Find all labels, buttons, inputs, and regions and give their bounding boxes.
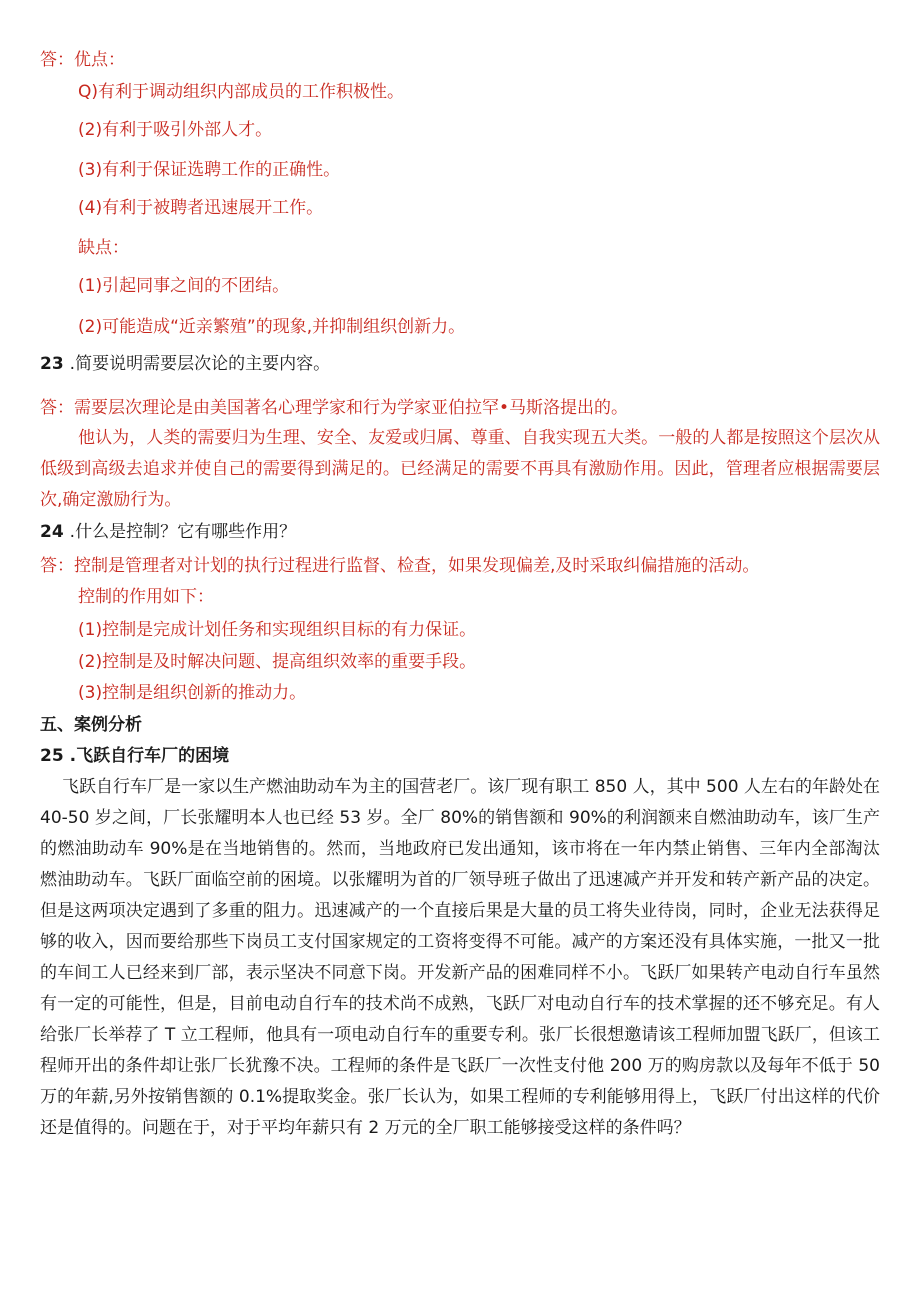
case-paragraph: 飞跃自行车厂是一家以生产燃油助动车为主的国营老厂。该厂现有职工 850 人，其中 500 人左右的年龄处在 40-50 岁之间，厂长张耀明本人也已经 53 岁。全厂 80%的销售额和 90%的利润额来自燃油助动车，该厂生产的燃油助动车 90%是在当地销售的。然而，当地政府已发出通知，该市将在一年内禁止销售、三年内全部淘汰燃油助动车。飞跃厂面临空前的困境。以张耀明为首的厂领导班子做出了迅速减产并开发和转产新产品的决定。但是这两项决定遇到了多重的阻力。迅速减产的一个直接后果是大量的员工将失业待岗，同时，企业无法获得足够的收入，因而要给那些下岗员工支付国家规定的工资将变得不可能。减产的方案还没有具体实施，一批又一批的车间工人已经来到厂部，表示坚决不同意下岗。开发新产品的困难同样不小。飞跃厂如果转产电动自行车虽然有一定的可能性，但是，目前电动自行车的技术尚不成熟，飞跃厂对电动自行车的技术掌握的还不够充足。有人给张厂长举荐了 T 立工程师，他具有一项电动自行车的重要专利。张厂长很想邀请该工程师加盟飞跃厂，但该工程师开出的条件却让张厂长犹豫不决。工程师的条件是飞跃厂一次性支付他 200 万的购房款以及每年不低于 50 万的年薪,另外按销售额的 0.1%提取奖金。张厂长认为，如果工程师的专利能够用得上，飞跃厂付出这样的代价还是值得的。问题在于，对于平均年薪只有 2 万元的全厂职工能够接受这样的条件吗？ xyxy=(40,777,880,1138)
question-number: 23 xyxy=(40,354,64,374)
question-23 xyxy=(40,352,330,376)
disadvantage-item-2: (2)可能造成“近亲繁殖”的现象,并抑制组织创新力。 xyxy=(78,317,466,337)
question-text: .什么是控制？它有哪些作用？ xyxy=(69,522,297,542)
disadvantages-label: 缺点： xyxy=(78,238,129,258)
case-number: 25 xyxy=(40,746,64,766)
answer-23-line1: 答：需要层次理论是由美国著名心理学家和行为学家亚伯拉罕•马斯洛提出的。 xyxy=(40,398,629,418)
question-number: 24 xyxy=(40,522,64,542)
case-title-text: .飞跃自行车厂的困境 xyxy=(69,746,230,766)
advantage-item-1: Q)有利于调动组织内部成员的工作积极性。 xyxy=(78,82,405,102)
role-item-3: (3)控制是组织创新的推动力。 xyxy=(78,683,307,703)
advantage-item-3: (3)有利于保证选聘工作的正确性。 xyxy=(78,160,341,180)
roles-label: 控制的作用如下： xyxy=(78,587,214,607)
case-title xyxy=(40,744,229,768)
answer-label: 答：优点： xyxy=(40,50,125,70)
answer-23-paragraph: 他认为，人类的需要归为生理、安全、友爱或归属、尊重、自我实现五大类。一般的人都是按照这个层次从低级到高级去追求并使自己的需要得到满足的。已经满足的需要不再具有激励作用。因此，管理者应根据需要层次,确定激励行为。 xyxy=(40,428,880,510)
advantage-item-2: (2)有利于吸引外部人才。 xyxy=(78,120,273,140)
role-item-1: (1)控制是完成计划任务和实现组织目标的有力保证。 xyxy=(78,620,477,640)
question-24 xyxy=(40,520,296,544)
disadvantage-item-1: (1)引起同事之间的不团结。 xyxy=(78,276,290,296)
advantage-item-4: (4)有利于被聘者迅速展开工作。 xyxy=(78,198,324,218)
role-item-2: (2)控制是及时解决问题、提高组织效率的重要手段。 xyxy=(78,652,477,672)
answer-24-line1: 答：控制是管理者对计划的执行过程进行监督、检查，如果发现偏差,及时采取纠偏措施的活动。 xyxy=(40,556,760,576)
section-heading: 五、案例分析 xyxy=(40,715,142,735)
question-text: .简要说明需要层次论的主要内容。 xyxy=(69,354,331,374)
